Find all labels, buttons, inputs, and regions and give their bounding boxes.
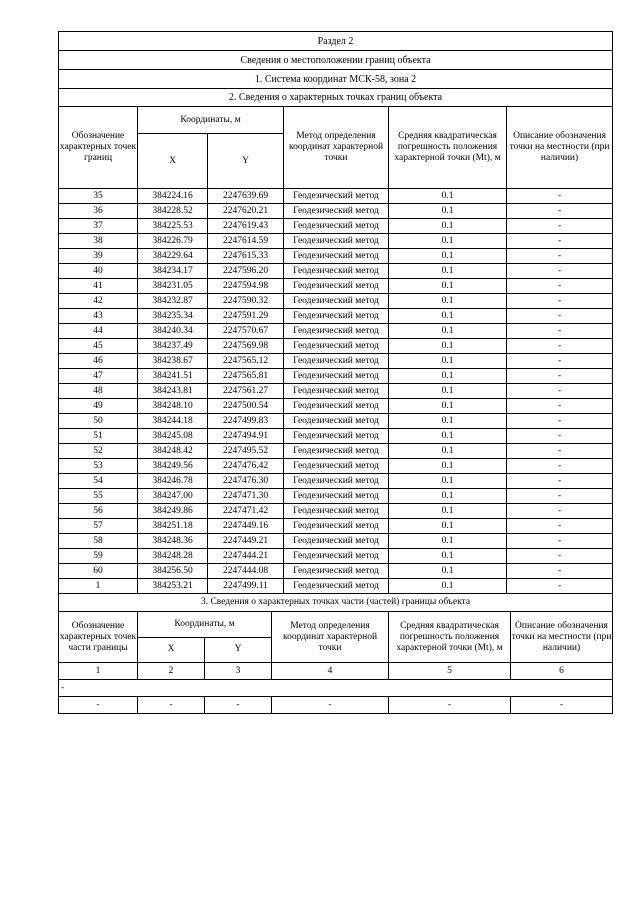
coord-x-cell: 384253.21 xyxy=(138,579,208,594)
point-number-cell: 51 xyxy=(59,429,138,444)
method-cell: Геодезический метод xyxy=(284,369,389,384)
coord-x-cell: 384256.50 xyxy=(138,564,208,579)
section-title: Раздел 2 xyxy=(59,32,613,51)
coord-x-cell: 384240.34 xyxy=(138,324,208,339)
accuracy-cell: 0.1 xyxy=(389,579,507,594)
coord-y-cell: 2247476.42 xyxy=(208,459,284,474)
description-cell: - xyxy=(507,339,613,354)
t2-dash-cell: - xyxy=(511,697,613,714)
coord-y-cell: 2247639.69 xyxy=(208,189,284,204)
coord-y-cell: 2247594.98 xyxy=(208,279,284,294)
coord-y-cell: 2247471.30 xyxy=(208,489,284,504)
coord-x-cell: 384231.05 xyxy=(138,279,208,294)
coord-x-cell: 384234.17 xyxy=(138,264,208,279)
description-cell: - xyxy=(507,459,613,474)
table-row xyxy=(59,384,613,399)
point-number-cell: 54 xyxy=(59,474,138,489)
t2-dash-cell: - xyxy=(138,697,205,714)
coord-y-cell: 2247494.91 xyxy=(208,429,284,444)
table-row xyxy=(59,519,613,534)
method-cell: Геодезический метод xyxy=(284,459,389,474)
accuracy-cell: 0.1 xyxy=(389,384,507,399)
coord-x-cell: 384225.53 xyxy=(138,219,208,234)
accuracy-cell: 0.1 xyxy=(389,309,507,324)
coord-y-cell: 2247596.20 xyxy=(208,264,284,279)
t2-col-x-header: X xyxy=(138,637,205,663)
method-cell: Геодезический метод xyxy=(284,219,389,234)
point-number-cell: 49 xyxy=(59,399,138,414)
method-cell: Геодезический метод xyxy=(284,189,389,204)
t2-index-cell: 5 xyxy=(389,663,511,680)
accuracy-cell: 0.1 xyxy=(389,294,507,309)
description-cell: - xyxy=(507,399,613,414)
coord-x-cell: 384249.86 xyxy=(138,504,208,519)
method-cell: Геодезический метод xyxy=(284,324,389,339)
point-number-cell: 1 xyxy=(59,579,138,594)
accuracy-cell: 0.1 xyxy=(389,189,507,204)
t2-index-cell: 1 xyxy=(59,663,138,680)
coord-y-cell: 2247476.30 xyxy=(208,474,284,489)
point-number-cell: 39 xyxy=(59,249,138,264)
table-row xyxy=(59,444,613,459)
accuracy-cell: 0.1 xyxy=(389,429,507,444)
accuracy-cell: 0.1 xyxy=(389,504,507,519)
coord-x-cell: 384243.81 xyxy=(138,384,208,399)
accuracy-cell: 0.1 xyxy=(389,219,507,234)
point-number-cell: 41 xyxy=(59,279,138,294)
t2-index-cell: 6 xyxy=(511,663,613,680)
description-cell: - xyxy=(507,519,613,534)
method-cell: Геодезический метод xyxy=(284,354,389,369)
point-number-cell: 36 xyxy=(59,204,138,219)
coord-y-cell: 2247444.21 xyxy=(208,549,284,564)
accuracy-cell: 0.1 xyxy=(389,489,507,504)
method-cell: Геодезический метод xyxy=(284,279,389,294)
t2-col-accuracy-header: Средняя квадратическая погрешность положения характерной точки (Mt), м xyxy=(389,612,511,663)
accuracy-cell: 0.1 xyxy=(389,534,507,549)
accuracy-cell: 0.1 xyxy=(389,549,507,564)
accuracy-cell: 0.1 xyxy=(389,414,507,429)
coord-y-cell: 2247449.16 xyxy=(208,519,284,534)
method-cell: Геодезический метод xyxy=(284,549,389,564)
main-table xyxy=(58,31,613,594)
accuracy-cell: 0.1 xyxy=(389,354,507,369)
document-page xyxy=(58,31,612,714)
point-number-cell: 43 xyxy=(59,309,138,324)
t2-col-coords-header: Координаты, м xyxy=(138,612,272,638)
col-coords-header: Координаты, м xyxy=(138,107,284,134)
point-number-cell: 44 xyxy=(59,324,138,339)
coord-y-cell: 2247444.08 xyxy=(208,564,284,579)
t2-col-y-header: Y xyxy=(205,637,272,663)
description-cell: - xyxy=(507,489,613,504)
table-row xyxy=(59,294,613,309)
accuracy-cell: 0.1 xyxy=(389,474,507,489)
method-cell: Геодезический метод xyxy=(284,534,389,549)
description-cell: - xyxy=(507,264,613,279)
point-number-cell: 46 xyxy=(59,354,138,369)
coord-x-cell: 384248.10 xyxy=(138,399,208,414)
col-method-header: Метод определения координат характерной точки xyxy=(284,107,389,189)
point-number-cell: 40 xyxy=(59,264,138,279)
coord-x-cell: 384247.00 xyxy=(138,489,208,504)
accuracy-cell: 0.1 xyxy=(389,264,507,279)
coord-y-cell: 2247614.59 xyxy=(208,234,284,249)
method-cell: Геодезический метод xyxy=(284,519,389,534)
description-cell: - xyxy=(507,534,613,549)
point-number-cell: 59 xyxy=(59,549,138,564)
point-number-cell: 42 xyxy=(59,294,138,309)
coord-y-cell: 2247565.12 xyxy=(208,354,284,369)
description-cell: - xyxy=(507,219,613,234)
col-y-header: Y xyxy=(208,134,284,189)
method-cell: Геодезический метод xyxy=(284,579,389,594)
table-row xyxy=(59,429,613,444)
coord-x-cell: 384246.78 xyxy=(138,474,208,489)
table-row xyxy=(59,279,613,294)
coord-y-cell: 2247615.33 xyxy=(208,249,284,264)
table-row xyxy=(59,339,613,354)
accuracy-cell: 0.1 xyxy=(389,444,507,459)
description-cell: - xyxy=(507,309,613,324)
description-cell: - xyxy=(507,249,613,264)
table-row xyxy=(59,324,613,339)
coord-y-cell: 2247569.98 xyxy=(208,339,284,354)
coord-x-cell: 384226.79 xyxy=(138,234,208,249)
coord-x-cell: 384248.28 xyxy=(138,549,208,564)
coordinate-system: 1. Система координат МСК-58, зона 2 xyxy=(59,70,613,89)
coord-x-cell: 384228.52 xyxy=(138,204,208,219)
document-title: Сведения о местоположении границ объекта xyxy=(59,51,613,70)
table-row xyxy=(59,534,613,549)
table-row xyxy=(59,264,613,279)
description-cell: - xyxy=(507,324,613,339)
coord-x-cell: 384229.64 xyxy=(138,249,208,264)
method-cell: Геодезический метод xyxy=(284,309,389,324)
t2-dash-cell: - xyxy=(389,697,511,714)
coord-y-cell: 2247499.11 xyxy=(208,579,284,594)
coord-y-cell: 2247499.83 xyxy=(208,414,284,429)
coord-x-cell: 384237.49 xyxy=(138,339,208,354)
table-row xyxy=(59,414,613,429)
method-cell: Геодезический метод xyxy=(284,504,389,519)
coord-x-cell: 384249.56 xyxy=(138,459,208,474)
point-number-cell: 57 xyxy=(59,519,138,534)
table-row xyxy=(59,579,613,594)
method-cell: Геодезический метод xyxy=(284,474,389,489)
t2-blank-row: - xyxy=(59,680,613,697)
col-desc-header: Описание обозначения точки на местности (при наличии) xyxy=(507,107,613,189)
t2-dash-cell: - xyxy=(205,697,272,714)
coord-y-cell: 2247620.21 xyxy=(208,204,284,219)
description-cell: - xyxy=(507,354,613,369)
table-row xyxy=(59,549,613,564)
table-row xyxy=(59,219,613,234)
accuracy-cell: 0.1 xyxy=(389,564,507,579)
part3-title: 3. Сведения о характерных точках части (частей) границы объекта xyxy=(59,594,613,612)
description-cell: - xyxy=(507,564,613,579)
description-cell: - xyxy=(507,429,613,444)
method-cell: Геодезический метод xyxy=(284,264,389,279)
point-number-cell: 48 xyxy=(59,384,138,399)
accuracy-cell: 0.1 xyxy=(389,459,507,474)
table-row xyxy=(59,249,613,264)
method-cell: Геодезический метод xyxy=(284,564,389,579)
table-row xyxy=(59,459,613,474)
description-cell: - xyxy=(507,474,613,489)
coord-x-cell: 384245.08 xyxy=(138,429,208,444)
coord-y-cell: 2247619.43 xyxy=(208,219,284,234)
point-number-cell: 53 xyxy=(59,459,138,474)
coord-x-cell: 384238.67 xyxy=(138,354,208,369)
col-x-header: X xyxy=(138,134,208,189)
method-cell: Геодезический метод xyxy=(284,339,389,354)
coord-y-cell: 2247471.42 xyxy=(208,504,284,519)
coord-y-cell: 2247590.32 xyxy=(208,294,284,309)
point-number-cell: 55 xyxy=(59,489,138,504)
method-cell: Геодезический метод xyxy=(284,399,389,414)
accuracy-cell: 0.1 xyxy=(389,369,507,384)
point-number-cell: 38 xyxy=(59,234,138,249)
method-cell: Геодезический метод xyxy=(284,204,389,219)
table-row xyxy=(59,564,613,579)
description-cell: - xyxy=(507,234,613,249)
table-row xyxy=(59,309,613,324)
point-number-cell: 56 xyxy=(59,504,138,519)
point-number-cell: 58 xyxy=(59,534,138,549)
description-cell: - xyxy=(507,414,613,429)
description-cell: - xyxy=(507,279,613,294)
col-point-header: Обозначение характерных точек границ xyxy=(59,107,138,189)
accuracy-cell: 0.1 xyxy=(389,234,507,249)
coord-x-cell: 384248.36 xyxy=(138,534,208,549)
coord-y-cell: 2247500.54 xyxy=(208,399,284,414)
accuracy-cell: 0.1 xyxy=(389,519,507,534)
coord-x-cell: 384241.51 xyxy=(138,369,208,384)
part2-title: 2. Сведения о характерных точках границ объекта xyxy=(59,89,613,107)
method-cell: Геодезический метод xyxy=(284,234,389,249)
t2-col-desc-header: Описание обозначения точки на местности (при наличии) xyxy=(511,612,613,663)
t2-dash-cell: - xyxy=(59,697,138,714)
method-cell: Геодезический метод xyxy=(284,489,389,504)
accuracy-cell: 0.1 xyxy=(389,324,507,339)
coord-y-cell: 2247570.67 xyxy=(208,324,284,339)
coord-x-cell: 384224.16 xyxy=(138,189,208,204)
table-row xyxy=(59,234,613,249)
t2-col-method-header: Метод определения координат характерной точки xyxy=(272,612,389,663)
description-cell: - xyxy=(507,204,613,219)
coord-x-cell: 384251.18 xyxy=(138,519,208,534)
description-cell: - xyxy=(507,579,613,594)
table-row xyxy=(59,489,613,504)
t2-index-cell: 3 xyxy=(205,663,272,680)
t2-index-cell: 4 xyxy=(272,663,389,680)
description-cell: - xyxy=(507,444,613,459)
method-cell: Геодезический метод xyxy=(284,384,389,399)
coord-y-cell: 2247449.21 xyxy=(208,534,284,549)
description-cell: - xyxy=(507,549,613,564)
coord-x-cell: 384248.42 xyxy=(138,444,208,459)
method-cell: Геодезический метод xyxy=(284,429,389,444)
table-row xyxy=(59,504,613,519)
col-accuracy-header: Средняя квадратическая погрешность положения характерной точки (Mt), м xyxy=(389,107,507,189)
point-number-cell: 47 xyxy=(59,369,138,384)
description-cell: - xyxy=(507,504,613,519)
points-table-body xyxy=(59,189,613,594)
table-row xyxy=(59,189,613,204)
method-cell: Геодезический метод xyxy=(284,249,389,264)
point-number-cell: 45 xyxy=(59,339,138,354)
point-number-cell: 52 xyxy=(59,444,138,459)
point-number-cell: 60 xyxy=(59,564,138,579)
point-number-cell: 50 xyxy=(59,414,138,429)
accuracy-cell: 0.1 xyxy=(389,399,507,414)
point-number-cell: 37 xyxy=(59,219,138,234)
coord-y-cell: 2247565.81 xyxy=(208,369,284,384)
coord-x-cell: 384235.34 xyxy=(138,309,208,324)
t2-dash-cell: - xyxy=(272,697,389,714)
method-cell: Геодезический метод xyxy=(284,294,389,309)
coord-y-cell: 2247591.29 xyxy=(208,309,284,324)
method-cell: Геодезический метод xyxy=(284,444,389,459)
part3-table xyxy=(58,594,613,714)
coord-y-cell: 2247495.52 xyxy=(208,444,284,459)
coord-x-cell: 384244.18 xyxy=(138,414,208,429)
accuracy-cell: 0.1 xyxy=(389,339,507,354)
description-cell: - xyxy=(507,189,613,204)
table-row xyxy=(59,399,613,414)
description-cell: - xyxy=(507,294,613,309)
table-row xyxy=(59,369,613,384)
accuracy-cell: 0.1 xyxy=(389,279,507,294)
method-cell: Геодезический метод xyxy=(284,414,389,429)
t2-index-cell: 2 xyxy=(138,663,205,680)
table-row xyxy=(59,354,613,369)
point-number-cell: 35 xyxy=(59,189,138,204)
t2-col-point-header: Обозначение характерных точек части границы xyxy=(59,612,138,663)
coord-y-cell: 2247561.27 xyxy=(208,384,284,399)
description-cell: - xyxy=(507,369,613,384)
description-cell: - xyxy=(507,384,613,399)
table-row xyxy=(59,204,613,219)
accuracy-cell: 0.1 xyxy=(389,249,507,264)
coord-x-cell: 384232.87 xyxy=(138,294,208,309)
accuracy-cell: 0.1 xyxy=(389,204,507,219)
table-row xyxy=(59,474,613,489)
